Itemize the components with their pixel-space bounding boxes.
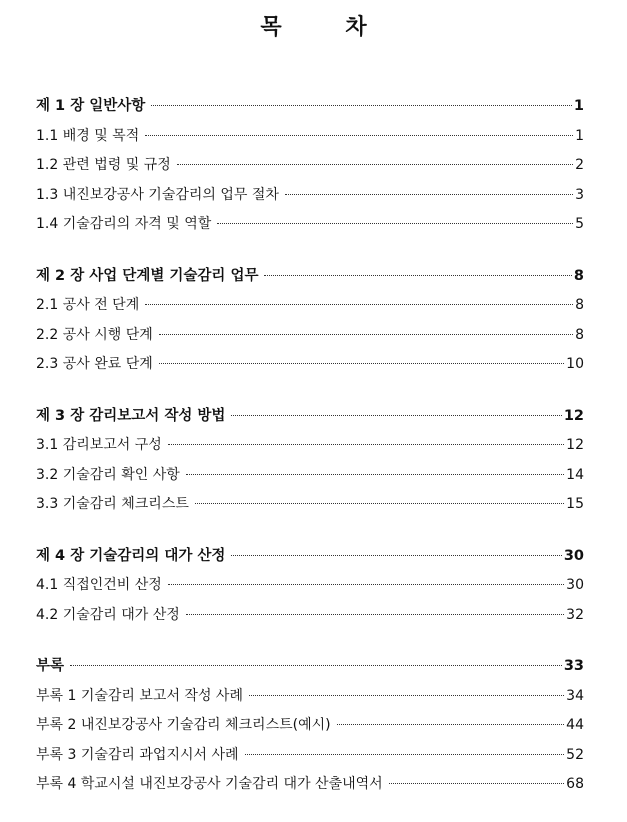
dot-leader <box>70 665 562 666</box>
toc-chapter-heading[interactable] <box>36 542 584 572</box>
dot-leader <box>231 555 561 556</box>
toc-label: 1.3 내진보강공사 기술감리의 업무 절차 <box>36 186 279 203</box>
dot-leader <box>231 415 561 416</box>
toc-page-number: 30 <box>566 577 584 593</box>
toc-entry[interactable] <box>36 431 584 461</box>
toc-label: 부록 4 학교시설 내진보강공사 기술감리 대가 산출내역서 <box>36 776 383 792</box>
chapter-4 <box>36 542 584 631</box>
toc-entry[interactable] <box>36 122 584 152</box>
dot-leader <box>145 135 573 136</box>
chapter-2 <box>36 262 584 380</box>
dot-leader <box>389 783 565 784</box>
toc-entry[interactable] <box>36 151 584 181</box>
toc-page-number: 33 <box>563 658 584 674</box>
toc-entry[interactable] <box>36 601 584 631</box>
toc-label: 부록 2 내진보강공사 기술감리 체크리스트(예시) <box>36 717 331 733</box>
toc-label: 제 3 장 감리보고서 작성 방법 <box>36 407 226 424</box>
dot-leader <box>177 164 573 165</box>
dot-leader <box>145 304 573 305</box>
toc-label: 3.1 감리보고서 구성 <box>36 437 162 453</box>
appendix <box>36 652 584 800</box>
toc-label: 제 4 장 기술감리의 대가 산정 <box>36 547 226 564</box>
toc-page-number: 30 <box>563 547 584 564</box>
toc-entry[interactable] <box>36 490 584 520</box>
toc-page-number: 8 <box>575 326 584 343</box>
toc-label: 부록 1 기술감리 보고서 작성 사례 <box>36 687 243 704</box>
table-of-contents <box>36 92 584 822</box>
toc-entry[interactable] <box>36 461 584 491</box>
toc-chapter-heading[interactable] <box>36 652 584 682</box>
dot-leader <box>151 105 572 106</box>
toc-entry[interactable] <box>36 321 584 351</box>
dot-leader <box>195 503 564 504</box>
dot-leader <box>337 724 565 725</box>
toc-page-number: 44 <box>566 717 584 733</box>
toc-entry[interactable] <box>36 181 584 211</box>
toc-chapter-heading[interactable] <box>36 402 584 432</box>
toc-entry[interactable] <box>36 682 584 712</box>
toc-label: 부록 <box>36 658 65 674</box>
dot-leader <box>217 223 573 224</box>
toc-page-number: 1 <box>573 98 584 114</box>
toc-label: 1.2 관련 법령 및 규정 <box>36 157 171 173</box>
dot-leader <box>186 474 564 475</box>
toc-page-number: 1 <box>575 127 584 144</box>
toc-label: 3.2 기술감리 확인 사항 <box>36 466 180 483</box>
chapter-1 <box>36 92 584 240</box>
toc-page-number: 32 <box>566 606 584 623</box>
chapter-3 <box>36 402 584 520</box>
toc-page-number: 12 <box>566 437 584 453</box>
toc-label: 4.2 기술감리 대가 산정 <box>36 606 180 623</box>
dot-leader <box>159 363 564 364</box>
toc-page-number: 14 <box>566 466 584 483</box>
toc-page-number: 10 <box>566 356 584 372</box>
dot-leader <box>159 334 573 335</box>
toc-label: 부록 3 기술감리 과업지시서 사례 <box>36 746 239 763</box>
toc-chapter-heading[interactable] <box>36 262 584 292</box>
toc-entry[interactable] <box>36 291 584 321</box>
toc-page-number: 2 <box>575 157 584 173</box>
dot-leader <box>245 754 565 755</box>
toc-page-number: 8 <box>573 267 584 284</box>
dot-leader <box>264 275 571 276</box>
toc-page-number: 34 <box>566 687 584 704</box>
toc-label: 2.1 공사 전 단계 <box>36 297 140 313</box>
toc-page-number: 52 <box>566 746 584 763</box>
toc-entry[interactable] <box>36 350 584 380</box>
toc-page-number: 3 <box>575 186 584 203</box>
toc-page-number: 5 <box>575 216 584 232</box>
toc-page-number: 68 <box>566 776 584 792</box>
toc-entry[interactable] <box>36 770 584 800</box>
toc-label: 2.2 공사 시행 단계 <box>36 326 153 343</box>
toc-page-number: 15 <box>566 496 584 512</box>
toc-label: 1.1 배경 및 목적 <box>36 127 140 144</box>
toc-label: 제 2 장 사업 단계별 기술감리 업무 <box>36 267 259 284</box>
toc-entry[interactable] <box>36 571 584 601</box>
toc-page-number: 12 <box>563 407 584 424</box>
toc-entry[interactable] <box>36 711 584 741</box>
dot-leader <box>285 194 573 195</box>
toc-label: 2.3 공사 완료 단계 <box>36 356 153 372</box>
toc-label: 1.4 기술감리의 자격 및 역할 <box>36 216 212 232</box>
toc-chapter-heading[interactable] <box>36 92 584 122</box>
toc-label: 4.1 직접인건비 산정 <box>36 577 162 593</box>
toc-label: 3.3 기술감리 체크리스트 <box>36 496 189 512</box>
toc-entry[interactable] <box>36 210 584 240</box>
toc-label: 제 1 장 일반사항 <box>36 98 146 114</box>
dot-leader <box>168 444 564 445</box>
dot-leader <box>168 584 564 585</box>
toc-entry[interactable] <box>36 741 584 771</box>
dot-leader <box>249 695 564 696</box>
page-title: 목 차 <box>260 15 395 40</box>
toc-page-number: 8 <box>575 297 584 313</box>
dot-leader <box>186 614 564 615</box>
